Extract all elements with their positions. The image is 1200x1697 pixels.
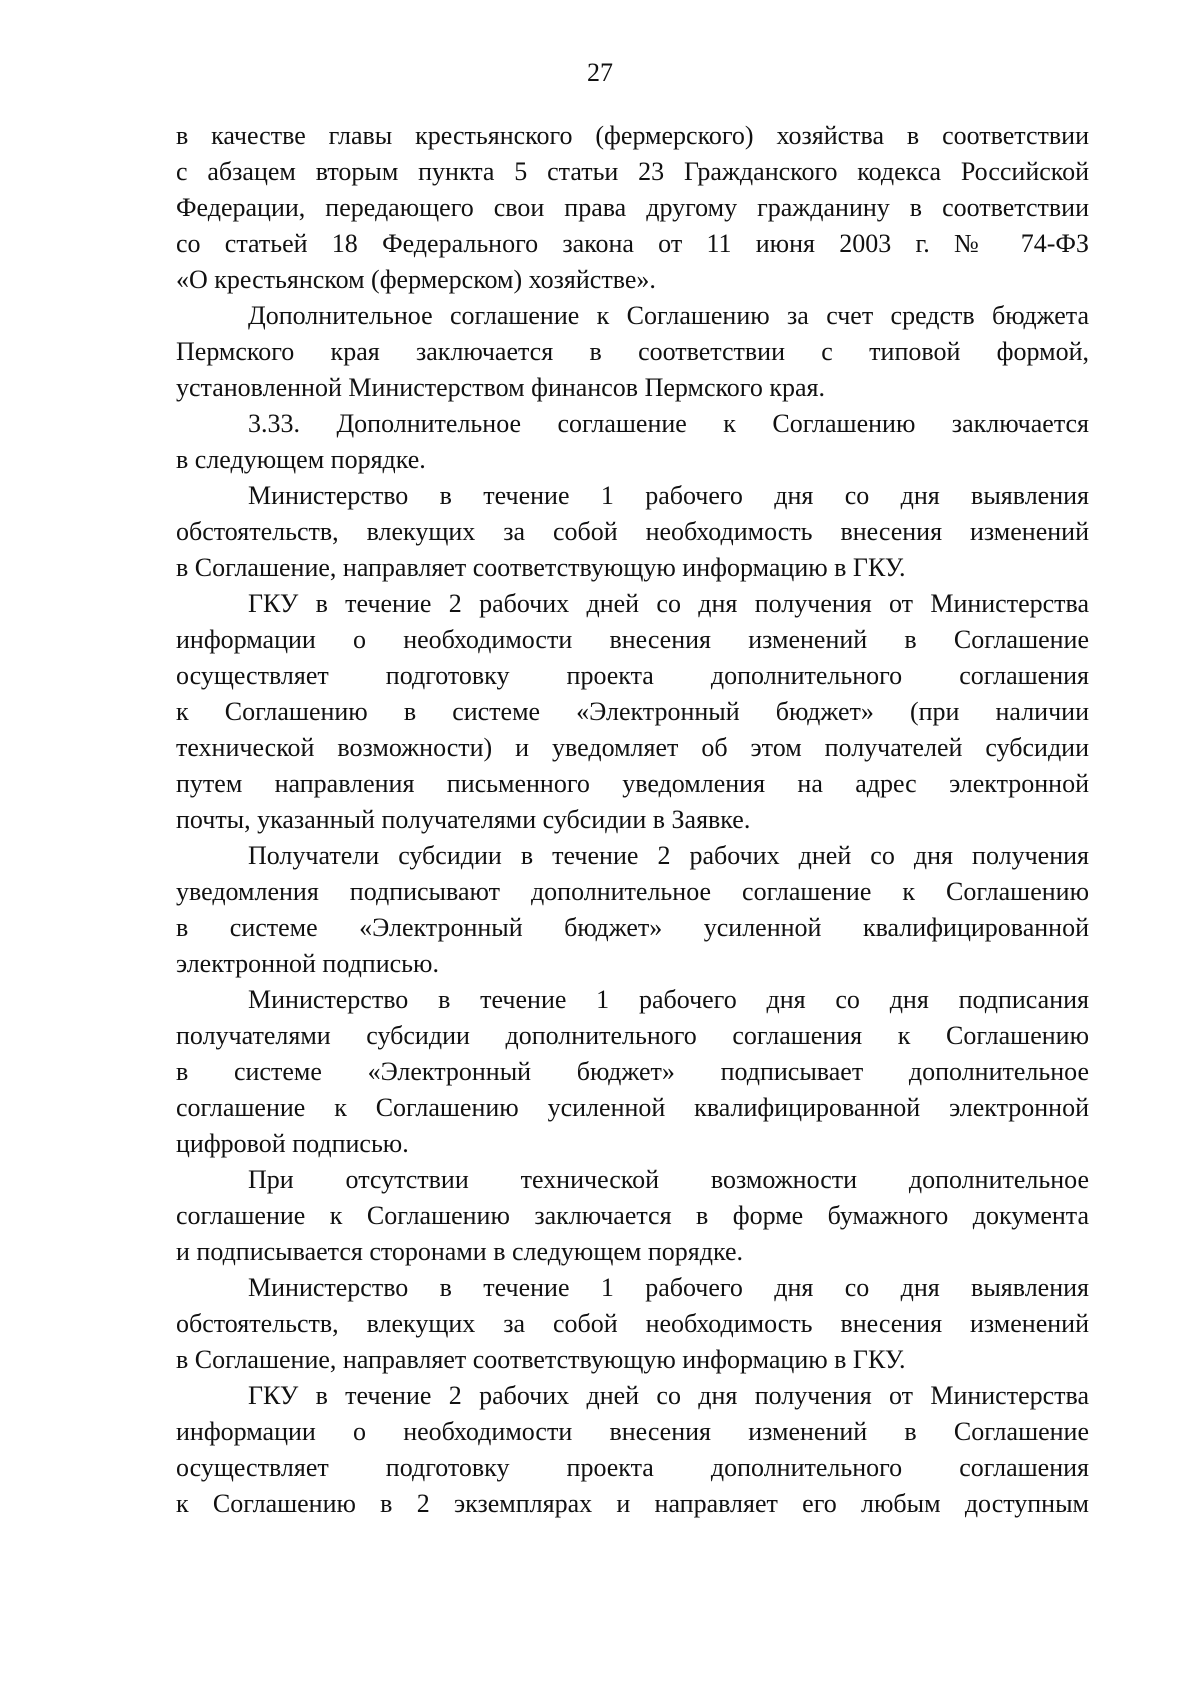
text-line: получателями субсидии дополнительного соглашения к Соглашению: [176, 1021, 1089, 1050]
paragraph: [176, 1270, 1089, 1378]
paragraph: [176, 586, 1089, 838]
text-line: ГКУ в течение 2 рабочих дней со дня получения от Министерства: [248, 1381, 1089, 1410]
text-line: и подписывается сторонами в следующем порядке.: [176, 1237, 743, 1266]
text-line: Дополнительное соглашение к Соглашению за счет средств бюджета: [248, 301, 1089, 330]
paragraph: [176, 838, 1089, 982]
text-line: электронной подписью.: [176, 949, 439, 978]
paragraph: [176, 982, 1089, 1162]
text-line: установленной Министерством финансов Пермского края.: [176, 373, 825, 402]
paragraph: [176, 1162, 1089, 1270]
text-line: в следующем порядке.: [176, 445, 426, 474]
text-line: в Соглашение, направляет соответствующую информацию в ГКУ.: [176, 553, 906, 582]
text-line: Министерство в течение 1 рабочего дня со дня подписания: [248, 985, 1089, 1014]
text-line: со статьей 18 Федерального закона от 11 июня 2003 г. № 74-ФЗ: [176, 229, 1089, 258]
text-line: ГКУ в течение 2 рабочих дней со дня получения от Министерства: [248, 589, 1089, 618]
text-line: соглашение к Соглашению заключается в форме бумажного документа: [176, 1201, 1089, 1230]
text-line: осуществляет подготовку проекта дополнительного соглашения: [176, 1453, 1089, 1482]
text-line: Пермского края заключается в соответствии с типовой формой,: [176, 337, 1089, 366]
text-line: в качестве главы крестьянского (фермерского) хозяйства в соответствии: [176, 121, 1089, 150]
text-line: «О крестьянском (фермерском) хозяйстве».: [176, 265, 656, 294]
page-number: 27: [587, 58, 613, 87]
paragraph: [176, 478, 1089, 586]
text-line: путем направления письменного уведомления на адрес электронной: [176, 769, 1089, 798]
paragraph: [176, 406, 1089, 478]
text-line: в системе «Электронный бюджет» усиленной квалифицированной: [176, 913, 1089, 942]
text-line: Министерство в течение 1 рабочего дня со дня выявления: [248, 1273, 1089, 1302]
text-line: Федерации, передающего свои права другому гражданину в соответствии: [176, 193, 1089, 222]
paragraph: [176, 298, 1089, 406]
text-line: обстоятельств, влекущих за собой необходимость внесения изменений: [176, 1309, 1089, 1338]
text-line: в Соглашение, направляет соответствующую информацию в ГКУ.: [176, 1345, 906, 1374]
text-line: обстоятельств, влекущих за собой необходимость внесения изменений: [176, 517, 1089, 546]
text-line: с абзацем вторым пункта 5 статьи 23 Гражданского кодекса Российской: [176, 157, 1089, 186]
text-line: к Соглашению в 2 экземплярах и направляет его любым доступным: [176, 1489, 1089, 1518]
text-line: к Соглашению в системе «Электронный бюджет» (при наличии: [176, 697, 1089, 726]
paragraph: [176, 1378, 1089, 1522]
text-line: Получатели субсидии в течение 2 рабочих дней со дня получения: [248, 841, 1089, 870]
text-line: технической возможности) и уведомляет об этом получателей субсидии: [176, 733, 1089, 762]
text-line: информации о необходимости внесения изменений в Соглашение: [176, 1417, 1089, 1446]
text-line: почты, указанный получателями субсидии в Заявке.: [176, 805, 751, 834]
text-line: уведомления подписывают дополнительное соглашение к Соглашению: [176, 877, 1089, 906]
text-line: 3.33. Дополнительное соглашение к Соглашению заключается: [248, 409, 1089, 438]
text-line: осуществляет подготовку проекта дополнительного соглашения: [176, 661, 1089, 690]
text-line: Министерство в течение 1 рабочего дня со дня выявления: [248, 481, 1089, 510]
text-line: в системе «Электронный бюджет» подписывает дополнительное: [176, 1057, 1089, 1086]
text-line: соглашение к Соглашению усиленной квалифицированной электронной: [176, 1093, 1089, 1122]
text-line: информации о необходимости внесения изменений в Соглашение: [176, 625, 1089, 654]
text-line: цифровой подписью.: [176, 1129, 409, 1158]
paragraph: [176, 118, 1089, 298]
text-line: При отсутствии технической возможности дополнительное: [248, 1165, 1089, 1194]
document-body: [176, 118, 1089, 1522]
